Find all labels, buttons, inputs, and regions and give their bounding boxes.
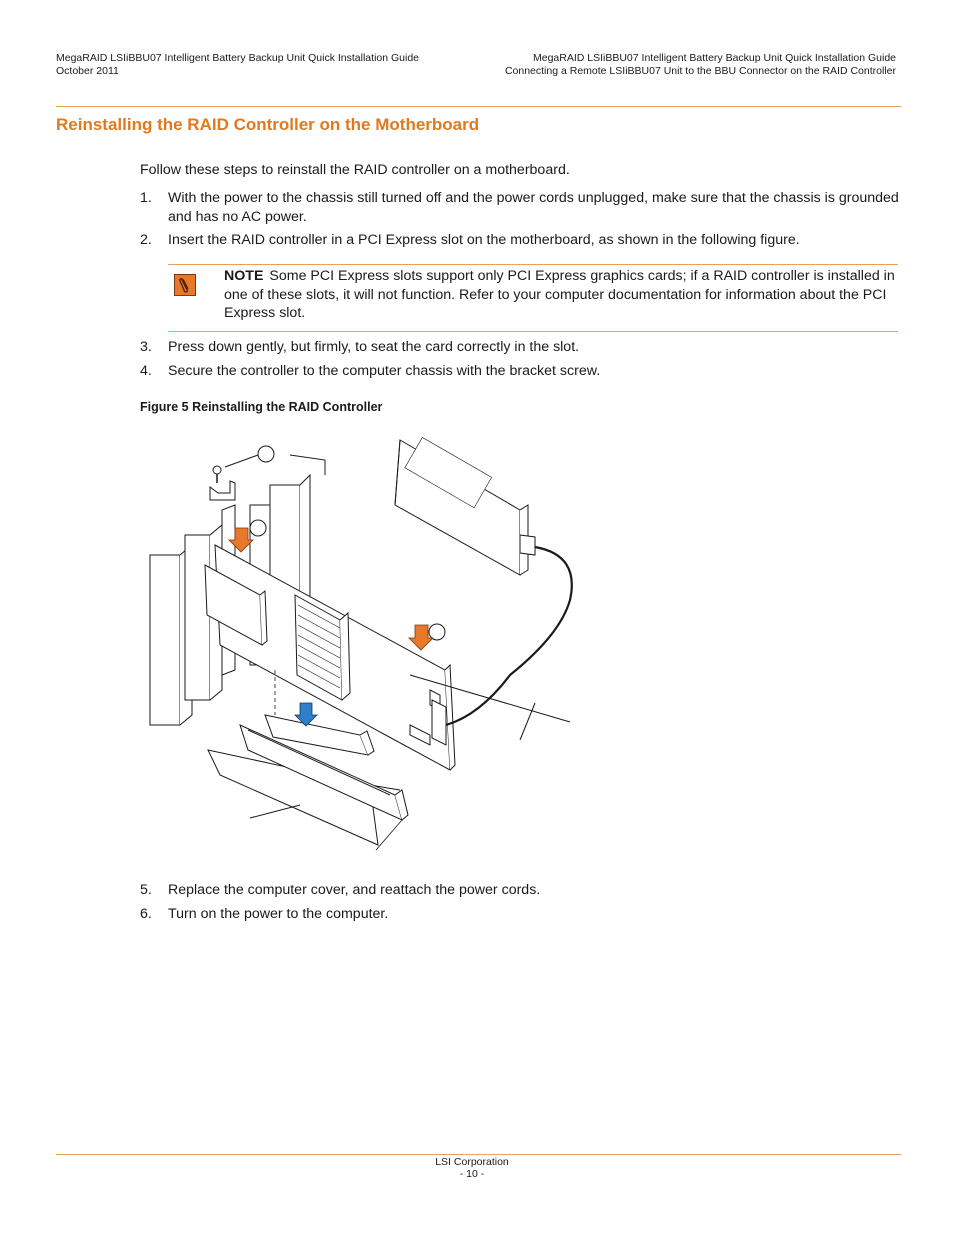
step-3 <box>140 338 900 357</box>
step-5 <box>140 881 900 900</box>
step-1 <box>140 189 900 226</box>
note-label: NOTE <box>224 268 264 284</box>
step-number: 4. <box>140 363 152 379</box>
step-number: 1. <box>140 190 152 206</box>
step-4 <box>140 362 900 381</box>
step-6 <box>140 905 900 924</box>
running-header-left <box>56 52 419 78</box>
step-text: With the power to the chassis still turned off and the power cords unplugged, make sure that the chassis is grounded and has no AC power. <box>168 190 899 225</box>
note-box <box>168 264 898 332</box>
figure-caption: Figure 5 Reinstalling the RAID Controller <box>140 400 383 414</box>
page-footer <box>0 1156 944 1180</box>
section-title: Reinstalling the RAID Controller on the Motherboard <box>56 115 480 134</box>
step-text: Insert the RAID controller in a PCI Express slot on the motherboard, as shown in the following figure. <box>168 232 800 248</box>
raid-controller-installation-illustration <box>140 425 590 855</box>
running-header-right <box>505 52 896 78</box>
header-date: October 2011 <box>56 65 119 77</box>
page-number: - 10 - <box>459 1168 485 1180</box>
step-number: 2. <box>140 232 152 248</box>
header-divider <box>56 106 901 107</box>
footer-company: LSI Corporation <box>435 1156 509 1168</box>
header-chapter-title: Connecting a Remote LSIiBBU07 Unit to the BBU Connector on the RAID Controller <box>504 65 896 77</box>
header-guide-title: MegaRAID LSIiBBU07 Intelligent Battery Backup Unit Quick Installation Guide <box>56 52 420 64</box>
step-text: Secure the controller to the computer chassis with the bracket screw. <box>168 363 601 379</box>
step-2 <box>140 231 900 250</box>
header-guide-title-right: MegaRAID LSIiBBU07 Intelligent Battery Backup Unit Quick Installation Guide <box>532 52 896 64</box>
step-text: Press down gently, but firmly, to seat the card correctly in the slot. <box>168 339 580 355</box>
step-text: Turn on the power to the computer. <box>168 906 389 922</box>
step-text: Replace the computer cover, and reattach the power cords. <box>168 882 541 898</box>
footer-divider <box>56 1154 901 1155</box>
step-number: 6. <box>140 906 152 922</box>
step-number: 3. <box>140 339 152 355</box>
note-body: Some PCI Express slots support only PCI Express graphics cards; if a RAID controller is installed in one of these slots, it will not function. Refer to your computer documentation for information about the PCI Express slot. <box>224 268 895 321</box>
step-number: 5. <box>140 882 152 898</box>
intro-paragraph: Follow these steps to reinstall the RAID controller on a motherboard. <box>140 162 570 178</box>
note-text <box>224 267 898 323</box>
note-pencil-icon <box>174 274 196 296</box>
